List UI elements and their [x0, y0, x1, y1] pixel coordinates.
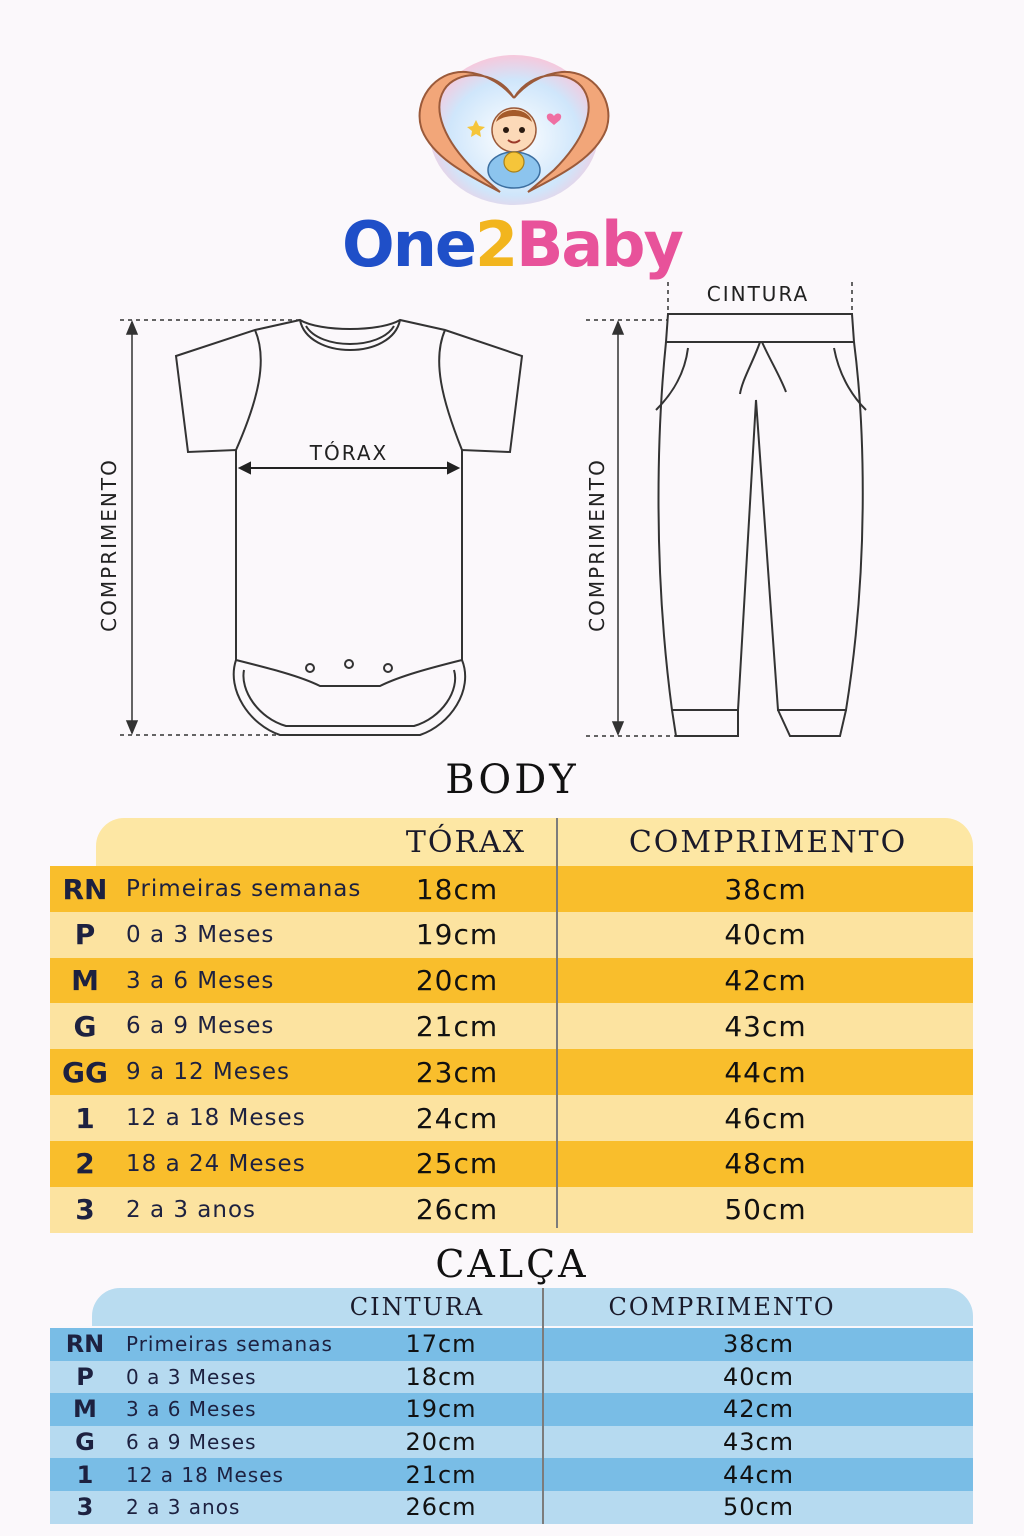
length-cell: 50cm — [722, 1493, 795, 1522]
bodysuit-length-arrow — [120, 320, 300, 735]
brand-name-two: 2 — [474, 208, 517, 281]
age-cell: 12 a 18 Meses — [126, 1462, 284, 1487]
age-cell: Primeiras semanas — [126, 876, 362, 902]
chest-cell: 24cm — [415, 1101, 499, 1135]
table-row — [50, 1095, 973, 1141]
table-row — [50, 1458, 973, 1491]
waist-cell: 21cm — [405, 1460, 477, 1489]
calca-header-waist: CINTURA — [349, 1293, 485, 1321]
length-cell: 40cm — [722, 1362, 795, 1391]
body-column-divider — [556, 818, 558, 1228]
calca-column-divider — [542, 1288, 544, 1524]
age-cell: 0 a 3 Meses — [126, 1364, 257, 1389]
length-cell: 44cm — [722, 1460, 795, 1489]
length-cell: 42cm — [722, 1395, 795, 1424]
size-cell: G — [73, 1009, 97, 1043]
age-cell: Primeiras semanas — [126, 1332, 333, 1357]
waist-cell: 20cm — [405, 1428, 477, 1457]
length-cell: 38cm — [722, 1330, 795, 1359]
table-row — [50, 1491, 973, 1524]
age-cell: 9 a 12 Meses — [126, 1059, 291, 1086]
table-row — [50, 866, 973, 912]
size-cell: M — [73, 1395, 97, 1424]
chest-cell: 21cm — [415, 1009, 499, 1043]
table-row — [50, 1328, 973, 1361]
length-cell: 44cm — [724, 1055, 807, 1089]
size-cell: 2 — [75, 1147, 95, 1181]
table-row — [50, 1003, 973, 1049]
size-cell: G — [75, 1428, 95, 1457]
chest-cell: 25cm — [415, 1147, 499, 1181]
size-cell: 1 — [76, 1460, 94, 1489]
calca-size-table — [50, 1288, 973, 1524]
body-header-chest: TÓRAX — [405, 824, 527, 860]
size-cell: 3 — [75, 1193, 95, 1227]
body-size-table — [50, 818, 973, 1228]
brand-name-one: One — [342, 208, 475, 281]
body-header-length: COMPRIMENTO — [628, 824, 908, 860]
age-cell: 12 a 18 Meses — [126, 1105, 306, 1131]
waist-cell: 19cm — [405, 1395, 477, 1424]
brand-name-baby: Baby — [516, 208, 682, 281]
length-cell: 46cm — [724, 1101, 807, 1135]
calca-header-length: COMPRIMENTO — [608, 1293, 836, 1321]
age-cell: 18 a 24 Meses — [126, 1150, 306, 1177]
length-cell: 48cm — [724, 1147, 807, 1181]
age-cell: 3 a 6 Meses — [126, 1397, 257, 1422]
table-row — [50, 912, 973, 958]
table-row — [50, 958, 973, 1004]
chest-cell: 26cm — [415, 1193, 499, 1227]
body-table-header — [96, 818, 973, 866]
body-section-title: BODY — [445, 757, 579, 803]
length-cell: 43cm — [724, 1009, 807, 1043]
calca-section-title: CALÇA — [435, 1242, 589, 1286]
age-cell: 2 a 3 anos — [126, 1495, 241, 1520]
waist-cell: 26cm — [405, 1493, 477, 1522]
pants-length-label: COMPRIMENTO — [585, 458, 609, 632]
length-cell: 38cm — [724, 872, 807, 906]
size-cell: RN — [65, 1330, 105, 1359]
size-cell: RN — [62, 872, 108, 906]
garment-measurement-diagram — [0, 270, 1024, 750]
pants-drawing — [656, 314, 866, 736]
chest-cell: 18cm — [415, 872, 499, 906]
bodysuit-length-label: COMPRIMENTO — [97, 458, 121, 632]
waist-cell: 17cm — [405, 1330, 477, 1359]
length-cell: 43cm — [722, 1428, 795, 1457]
size-cell: P — [76, 1362, 94, 1391]
table-row — [50, 1187, 973, 1233]
size-cell: P — [74, 918, 96, 952]
length-cell: 40cm — [724, 918, 807, 952]
heart-hands-baby-logo — [404, 50, 624, 210]
age-cell: 6 a 9 Meses — [126, 1430, 257, 1455]
chest-cell: 20cm — [415, 964, 499, 998]
table-row — [50, 1393, 973, 1426]
age-cell: 3 a 6 Meses — [126, 967, 275, 994]
table-row — [50, 1426, 973, 1459]
size-cell: M — [71, 964, 99, 998]
age-cell: 2 a 3 anos — [126, 1196, 257, 1223]
length-cell: 42cm — [724, 964, 807, 998]
size-cell: 3 — [76, 1493, 94, 1522]
table-row — [50, 1141, 973, 1187]
length-cell: 50cm — [724, 1193, 807, 1227]
chest-cell: 19cm — [415, 918, 499, 952]
age-cell: 6 a 9 Meses — [126, 1013, 275, 1040]
bodysuit-chest-label: TÓRAX — [309, 441, 389, 465]
bodysuit-drawing — [176, 320, 522, 735]
size-cell: 1 — [75, 1101, 95, 1135]
chest-cell: 23cm — [415, 1055, 499, 1089]
pants-waist-label: CINTURA — [706, 282, 810, 306]
age-cell: 0 a 3 Meses — [126, 921, 275, 948]
table-row — [50, 1049, 973, 1095]
calca-table-header — [92, 1288, 973, 1326]
size-cell: GG — [62, 1055, 108, 1089]
waist-cell: 18cm — [405, 1362, 477, 1391]
table-row — [50, 1361, 973, 1394]
